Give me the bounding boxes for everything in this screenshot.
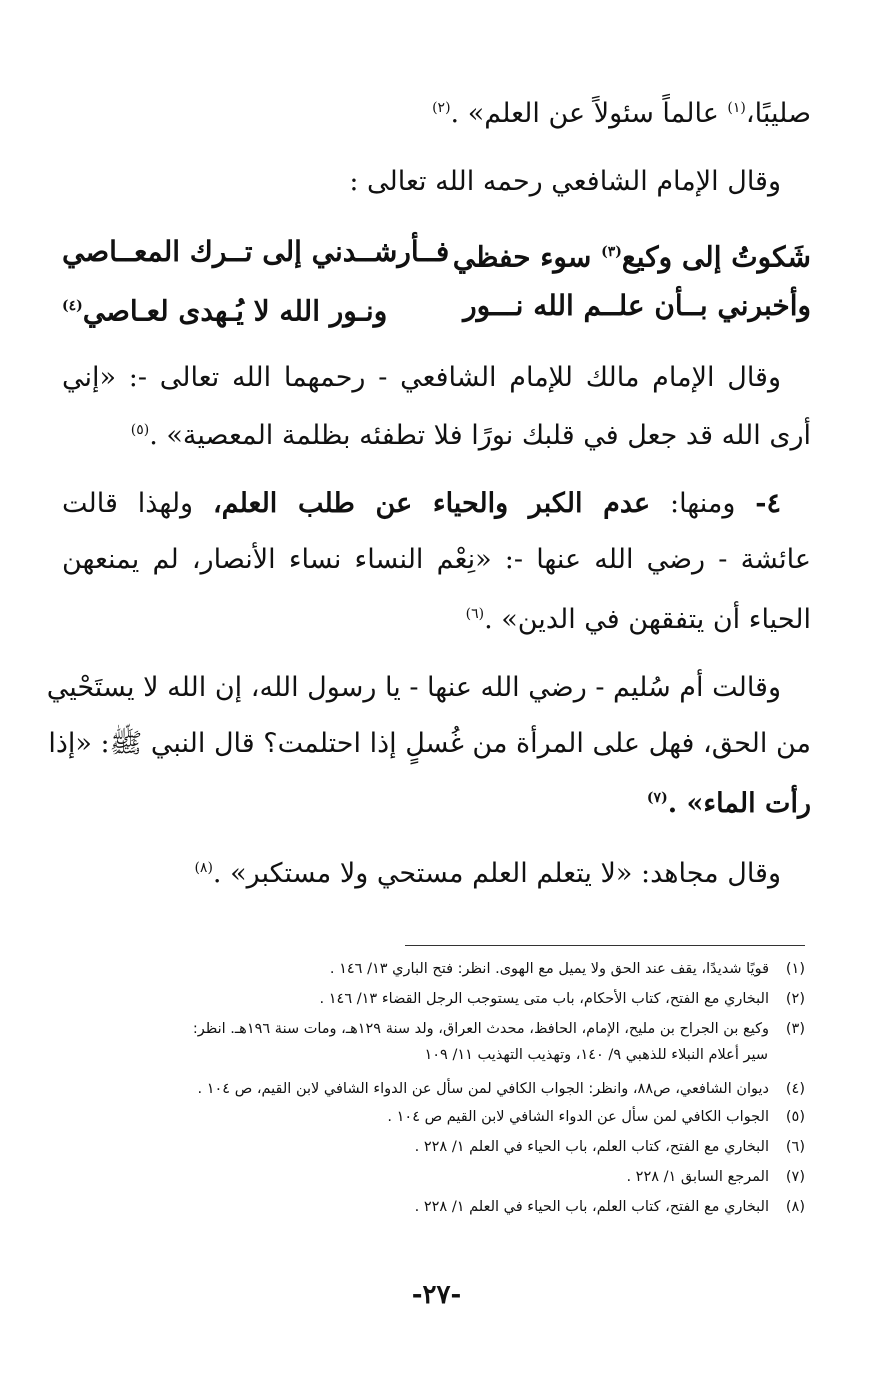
para4-line-1 — [62, 848, 781, 894]
footnote-ref-5: (٥) — [130, 422, 150, 438]
footnote-ref-2: (٢) — [432, 100, 451, 116]
para2-line-1 — [62, 484, 781, 524]
footnote-7 — [60, 1166, 805, 1188]
body-text: أرى الله قد جعل في قلبك نورًا فلا تطفئه بظلمة المعصية» . — [149, 420, 811, 451]
footnote-ref-3: (٣) — [601, 244, 622, 260]
footnote-text: البخاري مع الفتح، كتاب العلم، باب الحياء في العلم ١/ ٢٢٨ . — [414, 1139, 769, 1155]
footnote-text: سير أعلام النبلاء للذهبي ٩/ ١٤٠، وتهذيب التهذيب ١١/ ١٠٩ — [424, 1047, 768, 1063]
footnote-divider — [405, 945, 805, 946]
footnote-3 — [60, 1018, 805, 1040]
verse-hemistich-left — [62, 286, 387, 331]
footnote-text: المرجع السابق ١/ ٢٢٨ . — [626, 1169, 769, 1185]
verse-text: ونـور الله لا يُـهدى لعـاصي — [82, 294, 388, 328]
footnote-ref-7: (٧) — [646, 790, 668, 806]
footnote-8 — [60, 1196, 805, 1218]
para3-line-1 — [46, 668, 781, 708]
verse-text: شَكوتُ إلى وكيع — [621, 240, 811, 274]
footnote-number: (٢) — [785, 991, 805, 1007]
body-text: عالماً سئولاً عن العلم» . — [450, 98, 719, 129]
footnote-number: (٣) — [785, 1021, 805, 1037]
body-text: صليبًا، — [745, 98, 811, 129]
footnote-text: الجواب الكافي لمن سأل عن الدواء الشافي لابن القيم ص ١٠٤ . — [387, 1109, 769, 1125]
body-text: وقال مجاهد: «لا يتعلم العلم مستحي ولا مستكبر» . — [212, 858, 781, 889]
section-heading: عدم الكبر والحياء عن طلب العلم، — [212, 488, 651, 519]
body-text: رأت الماء» . — [667, 788, 811, 819]
footnote-6 — [60, 1136, 805, 1158]
footnote-ref-6: (٦) — [465, 606, 485, 622]
footnote-text: وكيع بن الجراح بن مليح، الإمام، الحافظ، محدث العراق، ولد سنة ١٢٩هـ، ومات سنة ١٩٦هـ. انظر: — [192, 1021, 769, 1037]
footnote-ref-8: (٨) — [194, 860, 213, 876]
body-text: وقال الإمام مالك للإمام الشافعي - رحمهما الله تعالى -: «إني — [62, 362, 781, 393]
footnote-text: ديوان الشافعي، ص٨٨، وانظر: الجواب الكافي لمن سأل عن الدواء الشافي لابن القيم، ص ١٠٤ . — [197, 1081, 769, 1097]
footnote-number: (٦) — [785, 1139, 805, 1155]
body-text: ومنها: — [669, 488, 736, 519]
verse-hemistich-right — [453, 232, 811, 277]
body-text: وقالت أم سُليم - رضي الله عنها - يا رسول الله، إن الله لا يستَحْيي — [46, 672, 781, 703]
body-text: وقال الإمام الشافعي رحمه الله تعالى : — [349, 166, 781, 197]
footnote-4 — [60, 1078, 805, 1100]
page-number: -٢٧- — [411, 1280, 462, 1310]
footnote-ref-1: (١) — [727, 100, 746, 116]
para3-line-3 — [62, 778, 811, 824]
footnote-5 — [60, 1106, 805, 1128]
footnote-number: (٧) — [785, 1169, 805, 1185]
poem-verse-1 — [62, 232, 811, 277]
body-text: عائشة - رضي الله عنها -: «نِعْم النساء نساء الأنصار، لم يمنعهن — [62, 544, 811, 575]
para2-line-2 — [62, 540, 811, 580]
verse-hemistich-left: فــأرشــدني إلى تــرك المعــاصي — [62, 235, 450, 268]
footnote-number: (١) — [785, 961, 805, 977]
para1-line-2 — [62, 410, 811, 456]
footnote-3-continuation — [60, 1044, 768, 1066]
para2-line-3 — [62, 594, 811, 640]
footnote-2 — [60, 988, 805, 1010]
item-number: ٤- — [755, 488, 781, 519]
body-line-2 — [62, 162, 781, 202]
footnote-number: (٤) — [785, 1081, 805, 1097]
body-text: من الحق، فهل على المرأة من غُسلٍ إذا احتلمت؟ قال النبي ﷺ: «إذا — [48, 728, 811, 759]
body-text: ولهذا قالت — [62, 488, 194, 519]
body-line-1 — [62, 88, 811, 134]
footnote-ref-4: (٤) — [62, 298, 83, 314]
para3-line-2 — [48, 724, 811, 764]
para1-line-1 — [62, 358, 781, 398]
footnote-text: البخاري مع الفتح، كتاب العلم، باب الحياء في العلم ١/ ٢٢٨ . — [414, 1199, 769, 1215]
footnote-number: (٥) — [785, 1109, 805, 1125]
footnote-text: البخاري مع الفتح، كتاب الأحكام، باب متى يستوجب الرجل القضاء ١٣/ ١٤٦ . — [319, 991, 769, 1007]
verse-hemistich-right: وأخبرني بــأن علــم الله نـــور — [463, 289, 811, 322]
verse-text: سوء حفظي — [452, 240, 592, 274]
footnote-1 — [60, 958, 805, 980]
poem-verse-2 — [62, 286, 811, 331]
body-text: الحياء أن يتفقهن في الدين» . — [484, 604, 811, 635]
footnote-number: (٨) — [785, 1199, 805, 1215]
footnote-text: قويًا شديدًا، يقف عند الحق ولا يميل مع الهوى. انظر: فتح الباري ١٣/ ١٤٦ . — [329, 961, 769, 977]
